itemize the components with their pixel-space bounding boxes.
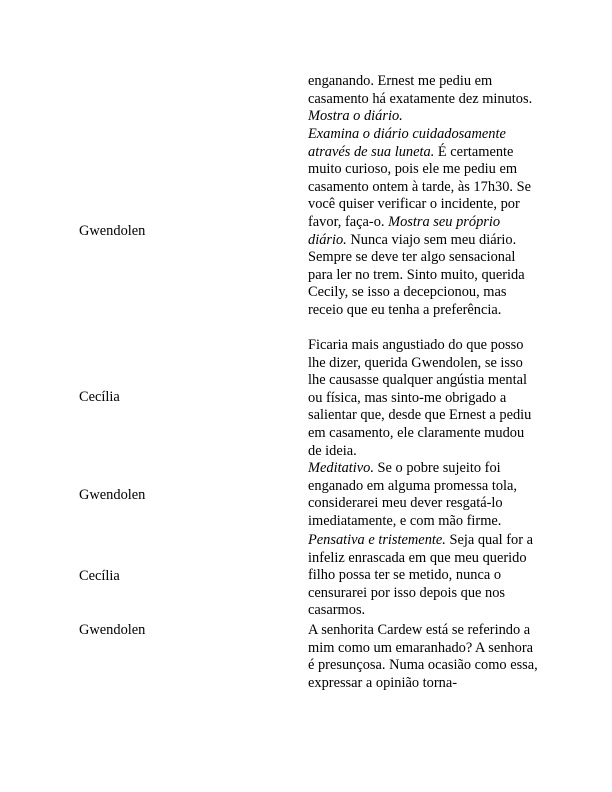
speaker-name: Cecília bbox=[79, 389, 120, 405]
speaker-name: Gwendolen bbox=[79, 487, 146, 503]
speech-text bbox=[308, 73, 538, 126]
speech-segment: Seja qual for a infeliz enrascada em que meu querido filho possa ter se metido, nunca o censurarei por isso depois que nos casarmos. bbox=[308, 532, 533, 619]
speaker-name: Gwendolen bbox=[79, 223, 146, 239]
speaker-name: Gwendolen bbox=[79, 622, 146, 638]
speech-text bbox=[308, 460, 538, 530]
speech-segment: A senhorita Cardew está se referindo a mim como um emaranhado? A senhora é presunçosa. Numa ocasião como essa, expressar a opinião torna- bbox=[308, 622, 538, 691]
speech-text bbox=[308, 337, 538, 460]
speech-text bbox=[308, 622, 538, 692]
speech-text bbox=[308, 126, 538, 320]
speech-text bbox=[308, 532, 538, 620]
speech-segment: É certamente muito curioso, pois ele me pediu em casamento ontem à tarde, às 17h30. Se você quiser verificar o incidente, por favor, faça-o. bbox=[308, 143, 531, 230]
stage-direction: Meditativo. bbox=[308, 460, 374, 476]
speech-segment: Ficaria mais angustiado do que posso lhe dizer, querida Gwendolen, se isso lhe causasse qualquer angústia mental ou física, mas sinto-me obrigado a salientar que, desde que Ernest a pediu em casamento, ele claramente mudou de ideia. bbox=[308, 337, 532, 459]
stage-direction: Pensativa e tristemente. bbox=[308, 532, 446, 548]
speech-segment: Se o pobre sujeito foi enganado em alguma promessa tola, considerarei meu dever resgatá-lo imediatamente, e com mão firme. bbox=[308, 460, 517, 529]
stage-direction: Mostra o diário. bbox=[308, 108, 403, 125]
speech-segment: enganando. Ernest me pediu em casamento há exatamente dez minutos. bbox=[308, 73, 533, 107]
speech-segment: Nunca viajo sem meu diário. Sempre se deve ter algo sensacional para ler no trem. Sinto muito, querida Cecily, se isso a decepcionou, mas receio que eu tenha a preferência. bbox=[308, 231, 525, 318]
stage-direction: Mostra seu próprio diário. bbox=[308, 213, 501, 248]
speaker-name: Cecília bbox=[79, 568, 120, 584]
stage-direction: Examina o diário cuidadosamente através de sua luneta. bbox=[308, 126, 506, 160]
